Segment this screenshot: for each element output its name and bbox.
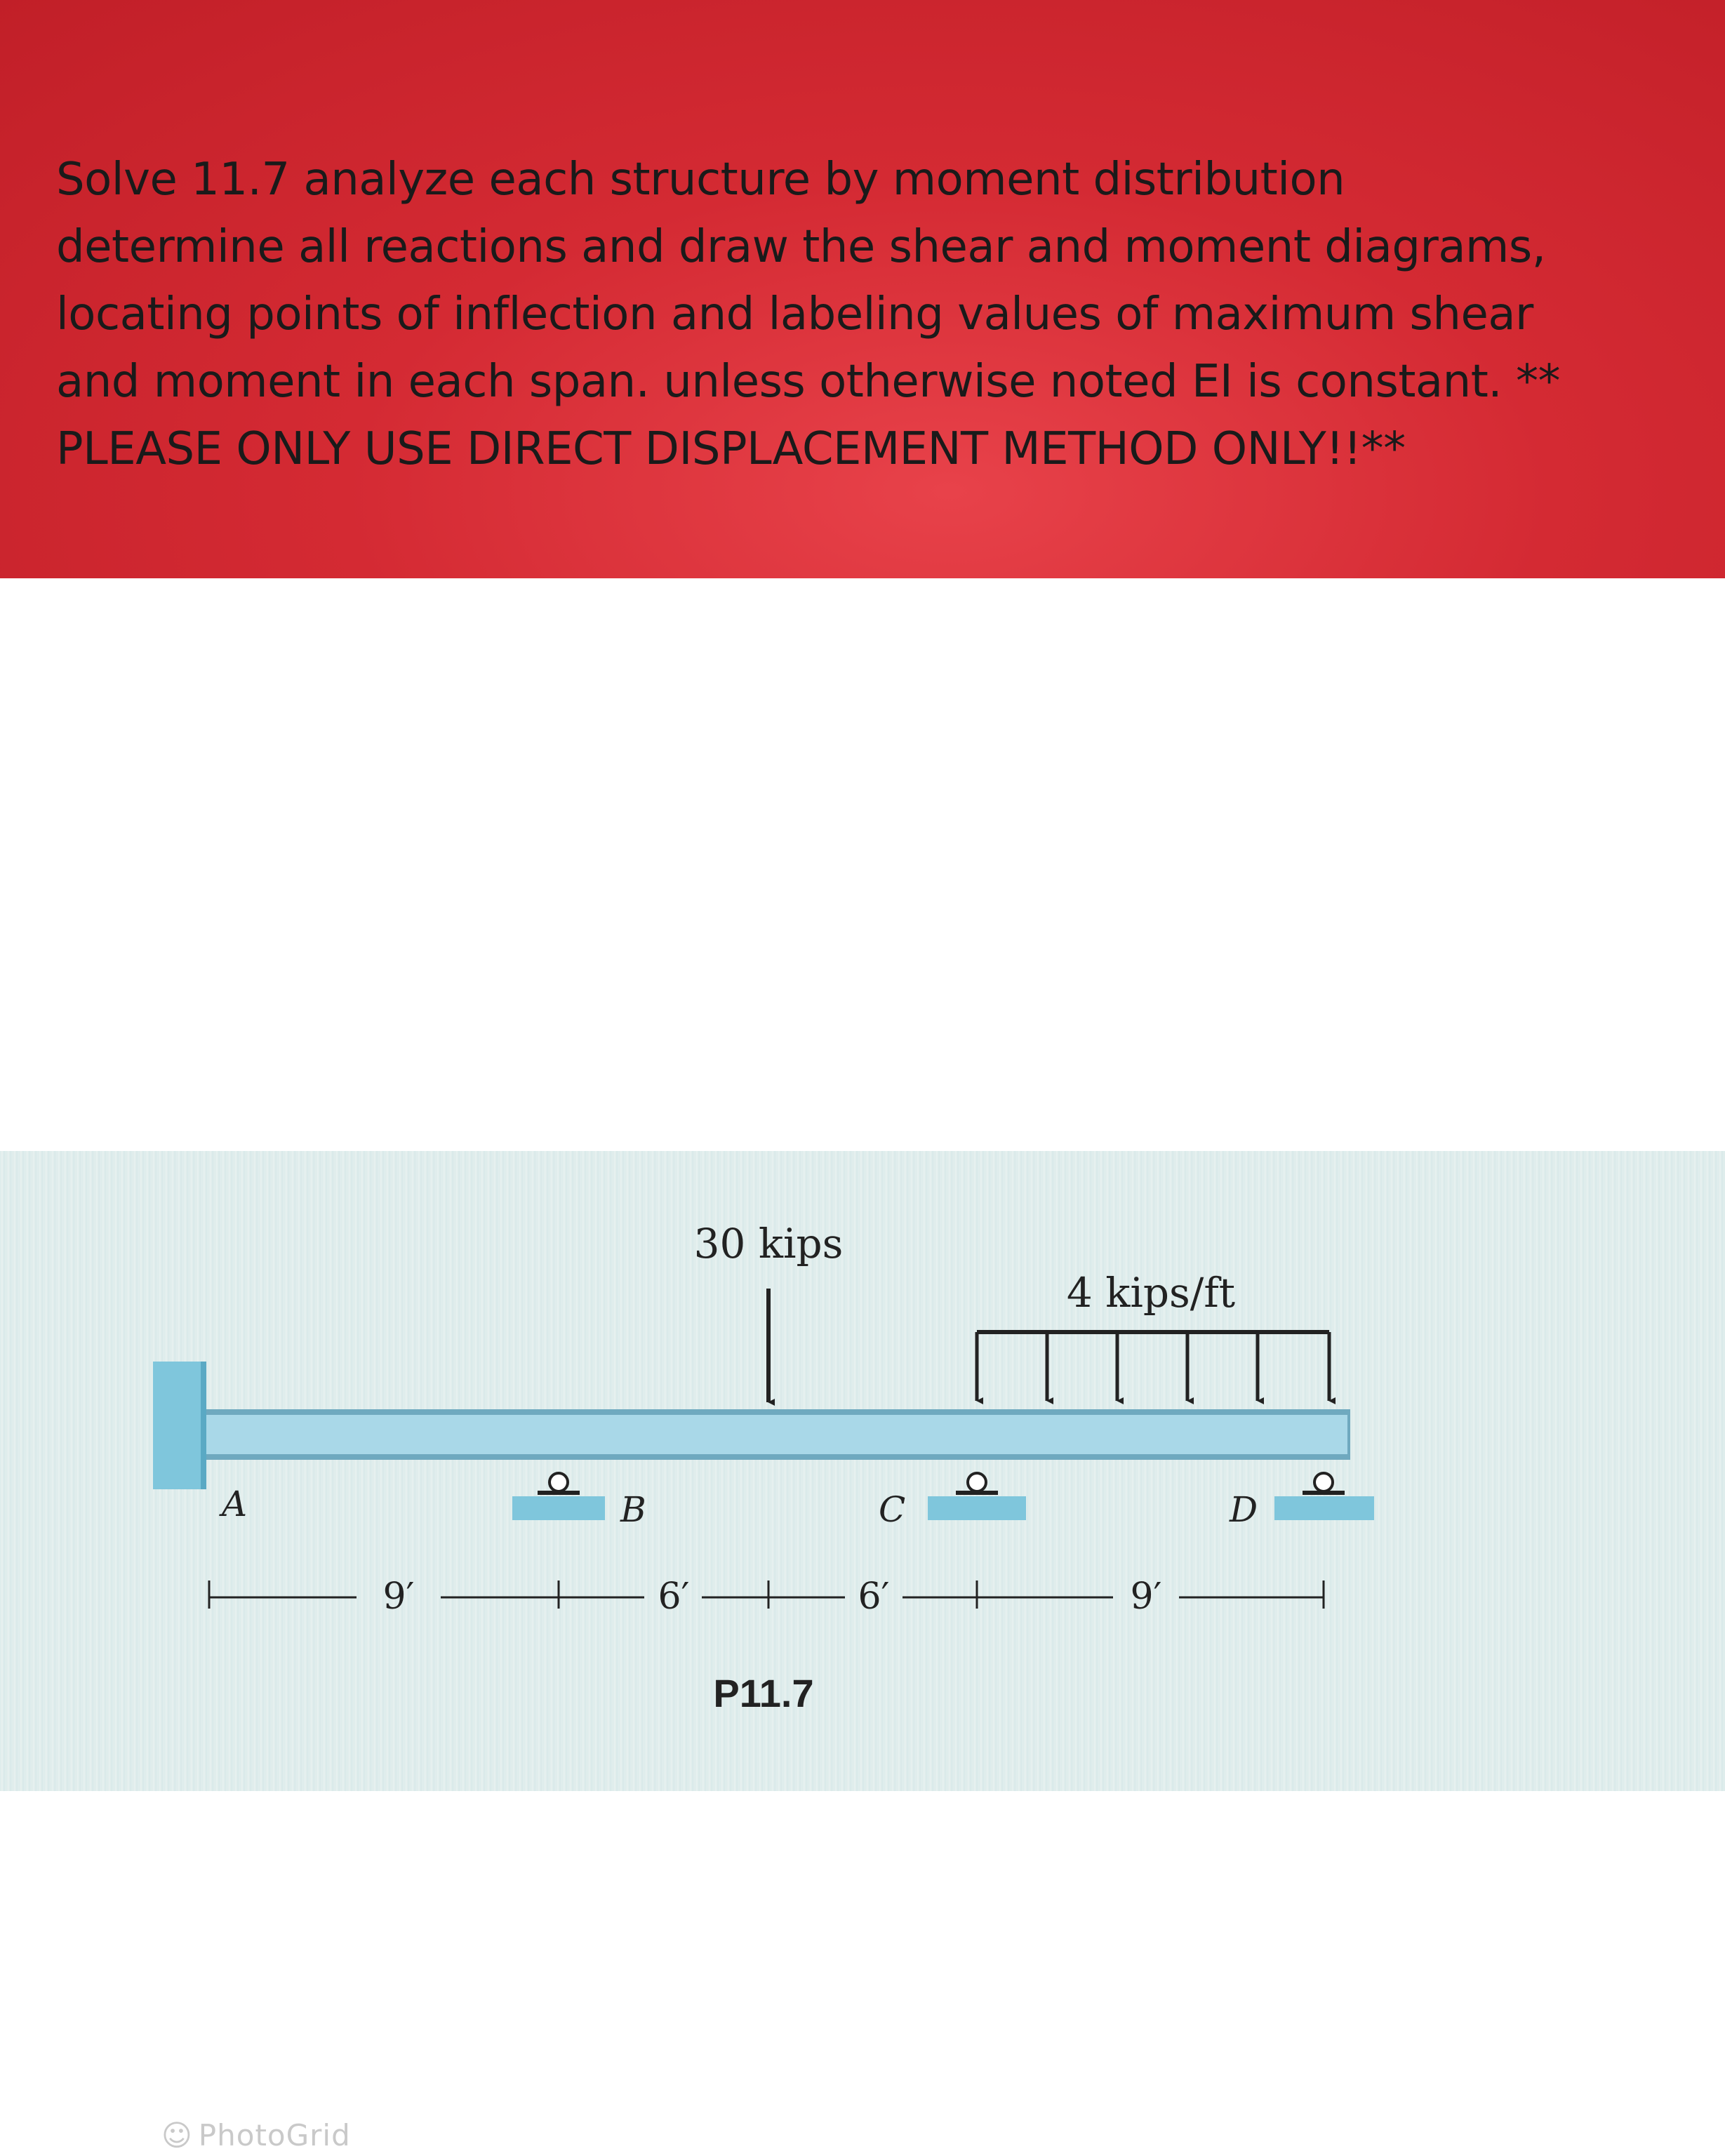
support-label-b: B	[620, 1489, 646, 1530]
point-load-label: 30 kips	[693, 1220, 844, 1267]
roller-support-d	[1274, 1473, 1374, 1520]
problem-line-2: determine all reactions and draw the shear and moment diagrams,	[56, 221, 1546, 273]
distributed-load	[977, 1332, 1329, 1401]
problem-line-5: PLEASE ONLY USE DIRECT DISPLACEMENT METHOD ONLY!!**	[56, 423, 1406, 475]
distributed-load-label: 4 kips/ft	[1066, 1269, 1236, 1317]
beam	[206, 1409, 1349, 1460]
support-label-c: C	[879, 1489, 906, 1530]
problem-line-3: locating points of inflection and labeling values of maximum shear	[56, 288, 1533, 340]
dimension-cd: 9′	[1130, 1576, 1162, 1618]
beam-diagram	[0, 1151, 1725, 1791]
support-label-d: D	[1230, 1489, 1258, 1530]
beam-figure	[0, 1151, 1725, 1791]
fixed-wall-a	[153, 1362, 206, 1489]
figure-caption: P11.7	[713, 1671, 814, 1715]
roller-support-b	[512, 1473, 605, 1520]
problem-header	[0, 0, 1725, 578]
support-label-a: A	[222, 1484, 248, 1524]
problem-line-1: Solve 11.7 analyze each structure by moment distribution	[56, 154, 1345, 206]
dimension-b-load: 6′	[658, 1576, 690, 1618]
dimension-ab: 9′	[382, 1576, 415, 1618]
problem-line-4: and moment in each span. unless otherwise noted EI is constant. **	[56, 356, 1560, 408]
watermark-text: PhotoGrid	[198, 2118, 351, 2152]
roller-support-c	[928, 1473, 1026, 1520]
photogrid-logo-icon: ☺	[161, 2118, 193, 2152]
watermark	[161, 2118, 351, 2152]
problem-statement	[56, 146, 1698, 483]
dimension-load-c: 6′	[858, 1576, 890, 1618]
